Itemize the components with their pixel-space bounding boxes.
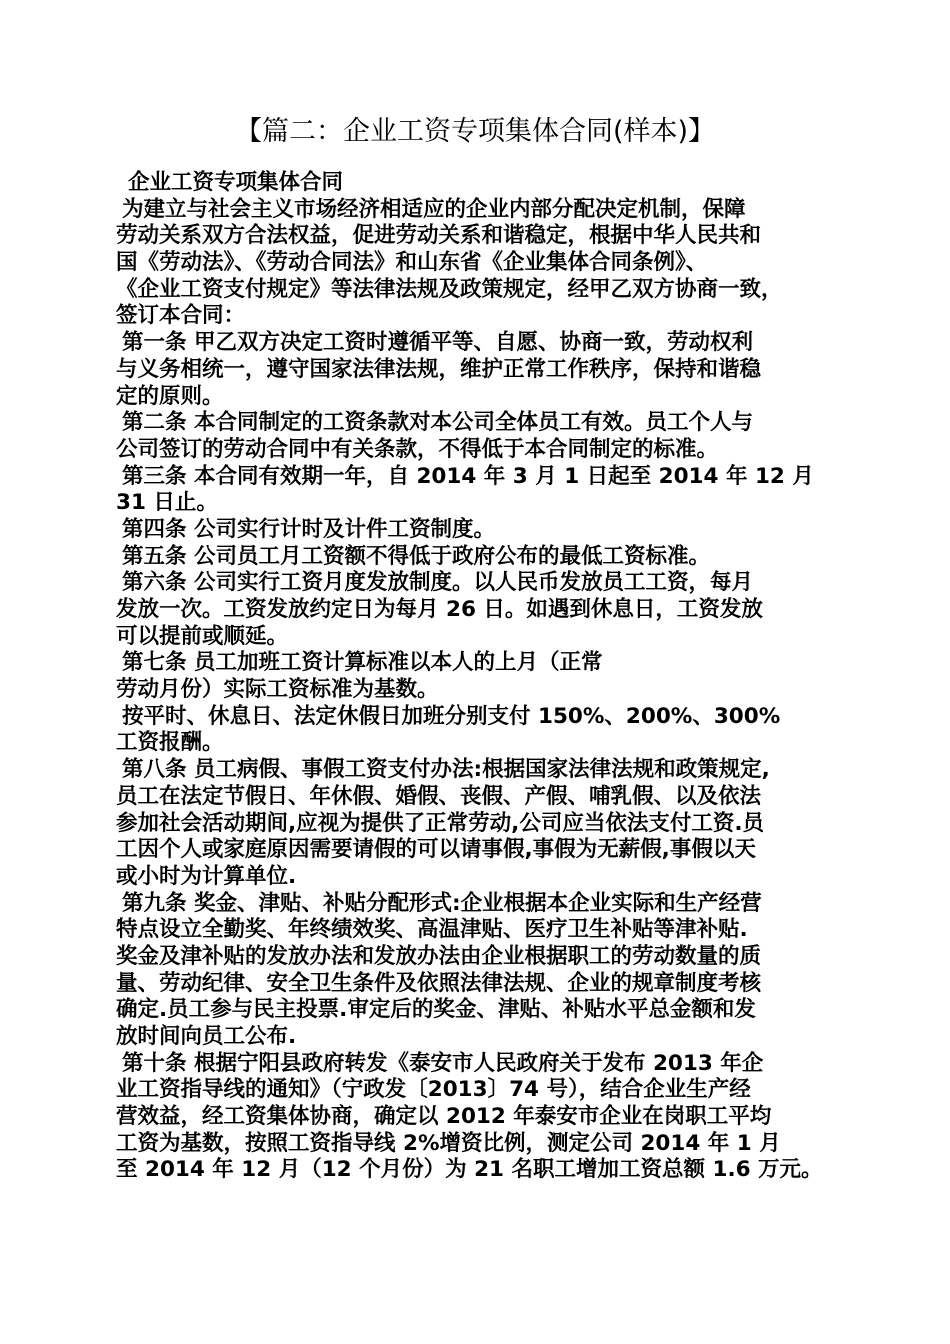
- text-line: 《企业工资支付规定》等法律法规及政策规定，经甲乙双方协商一致，: [116, 276, 783, 302]
- text-line: 放时间向员工公布.: [116, 1024, 297, 1049]
- article-9: [116, 891, 846, 1051]
- text-line: 第八条 员工病假、事假工资支付办法:根据国家法律法规和政策规定,: [122, 757, 770, 783]
- article-2: [116, 410, 846, 463]
- text-line: 第五条 公司员工月工资额不得低于政府公布的最低工资标准。: [122, 543, 710, 569]
- text-line: 量、劳动纪律、安全卫生条件及依照法律法规、企业的规章制度考核: [116, 970, 762, 996]
- text-line: 营效益，经工资集体协商，确定以 2012 年泰安市企业在岗职工平均: [116, 1104, 772, 1130]
- text-line: 确定.员工参与民主投票.审定后的奖金、津贴、补贴水平总金额和发: [116, 997, 756, 1023]
- text-line: 31 日止。: [116, 490, 218, 516]
- article-3: [116, 464, 846, 517]
- text-line: 特点设立全勤奖、年终绩效奖、高温津贴、医疗卫生补贴等津补贴.: [116, 917, 748, 943]
- text-line: 公司签订的劳动合同中有关条款，不得低于本合同制定的标准。: [116, 436, 719, 462]
- page-title: 【篇二：企业工资专项集体合同(样本)】: [234, 116, 716, 147]
- text-line: 至 2014 年 12 月（12 个月份）为 21 名职工增加工资总额 1.6 万元。: [116, 1157, 823, 1183]
- article-7: [116, 650, 846, 703]
- text-line: 业工资指导线的通知》（宁政发〔2013〕74 号），结合企业生产经: [116, 1077, 751, 1103]
- text-line: 按平时、休息日、法定休假日加班分别支付 150%、200%、300%: [122, 703, 781, 729]
- preamble-paragraph: [116, 197, 846, 330]
- contract-body: [116, 170, 846, 1184]
- text-line: 工资报酬。: [116, 730, 224, 756]
- text-line: 工资为基数，按照工资指导线 2%增资比例，测定公司 2014 年 1 月: [116, 1130, 781, 1156]
- text-line: 员工在法定节假日、年休假、婚假、丧假、产假、哺乳假、以及依法: [116, 783, 762, 809]
- article-1: [116, 330, 846, 410]
- text-line: 第六条 公司实行工资月度发放制度。以人民币发放员工工资，每月: [122, 570, 753, 596]
- text-line: 签订本合同：: [116, 303, 246, 329]
- article-5: [116, 544, 846, 571]
- text-line: 发放一次。工资发放约定日为每月 26 日。如遇到休息日，工资发放: [116, 597, 763, 622]
- article-4: [116, 517, 846, 544]
- text-line: 第四条 公司实行计时及计件工资制度。: [122, 516, 495, 542]
- text-line: 劳动月份）实际工资标准为基数。: [116, 677, 439, 703]
- text-line: 与义务相统一，遵守国家法律法规，维护正常工作秩序，保持和谐稳: [116, 356, 762, 382]
- text-line: 第二条 本合同制定的工资条款对本公司全体员工有效。员工个人与: [122, 410, 753, 436]
- article-7-overtime: [116, 704, 846, 757]
- text-line: 参加社会活动期间,应视为提供了正常劳动,公司应当依法支付工资.员: [116, 810, 765, 836]
- text-line: 工因个人或家庭原因需要请假的可以请事假,事假为无薪假,事假以天: [116, 837, 756, 863]
- text-line: 或小时为计算单位.: [116, 863, 297, 889]
- text-line: 第十条 根据宁阳县政府转发《泰安市人民政府关于发布 2013 年企: [122, 1050, 764, 1076]
- text-line: 第一条 甲乙双方决定工资时遵循平等、自愿、协商一致，劳动权利: [122, 330, 753, 356]
- text-line: 第九条 奖金、津贴、补贴分配形式:企业根据本企业实际和生产经营: [122, 890, 762, 916]
- text-line: 为建立与社会主义市场经济相适应的企业内部分配决定机制，保障: [122, 196, 746, 222]
- article-10: [116, 1051, 846, 1184]
- text-line: 奖金及津补贴的发放办法和发放办法由企业根据职工的劳动数量的质: [116, 943, 762, 969]
- text-line: 第七条 员工加班工资计算标准以本人的上月（正常: [122, 650, 603, 676]
- text-line: 可以提前或顺延。: [116, 623, 289, 649]
- contract-heading: 企业工资专项集体合同: [128, 170, 344, 195]
- text-line: 定的原则。: [116, 383, 224, 409]
- text-line: 第三条 本合同有效期一年，自 2014 年 3 月 1 日起至 2014 年 12 月: [122, 463, 814, 489]
- article-8: [116, 757, 846, 890]
- text-line: 国《劳动法》、《劳动合同法》和山东省《企业集体合同条例》、: [116, 250, 708, 276]
- article-6: [116, 570, 846, 650]
- text-line: 劳动关系双方合法权益，促进劳动关系和谐稳定，根据中华人民共和: [116, 223, 762, 249]
